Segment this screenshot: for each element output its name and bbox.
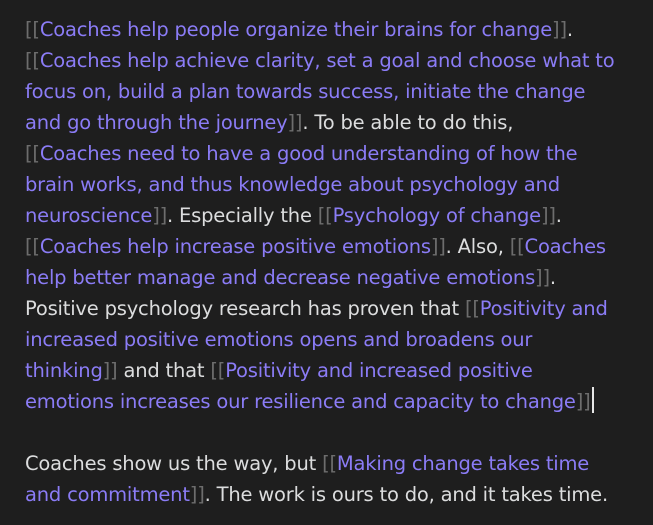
link-bracket: [[ [464, 297, 480, 320]
internal-link[interactable]: emotions increases our resilience and capacity to change [25, 390, 576, 413]
internal-link[interactable]: Coaches help increase positive emotions [39, 235, 431, 258]
link-bracket: [[ [317, 204, 333, 227]
editor-line[interactable] [25, 169, 643, 200]
note-editor[interactable] [25, 14, 643, 510]
body-text: . Especially the [167, 204, 318, 227]
link-bracket: [[ [25, 49, 40, 72]
blank-line[interactable] [25, 417, 643, 448]
body-text: . [555, 204, 562, 227]
internal-link[interactable]: Coaches help people organize their brains for change [39, 18, 553, 41]
editor-line[interactable] [25, 262, 643, 293]
link-bracket: ]] [152, 204, 168, 227]
editor-line[interactable] [25, 324, 643, 355]
internal-link[interactable]: brain works, and thus knowledge about psychology and [25, 173, 560, 196]
editor-line[interactable] [25, 45, 643, 76]
body-text: . Also, [445, 235, 510, 258]
editor-line[interactable] [25, 293, 643, 324]
editor-line[interactable] [25, 355, 643, 386]
link-bracket: [[ [25, 235, 40, 258]
editor-line[interactable] [25, 200, 643, 231]
link-bracket: ]] [287, 111, 303, 134]
link-bracket: [[ [322, 452, 337, 475]
internal-link[interactable]: neuroscience [25, 204, 153, 227]
internal-link[interactable]: focus on, build a plan towards success, initiate the change [25, 80, 586, 103]
editor-line[interactable] [25, 138, 643, 169]
link-bracket: [[ [25, 142, 40, 165]
link-bracket: ]] [540, 204, 556, 227]
internal-link[interactable]: Psychology of change [332, 204, 541, 227]
link-bracket: ]] [189, 483, 205, 506]
editor-line[interactable] [25, 107, 643, 138]
body-text: . [566, 18, 573, 41]
editor-line[interactable] [25, 479, 643, 510]
internal-link[interactable]: thinking [25, 359, 103, 382]
internal-link[interactable]: Coaches help achieve clarity, set a goal and choose what to [39, 49, 615, 72]
internal-link[interactable]: Positivity and increased positive [225, 359, 533, 382]
editor-line[interactable] [25, 76, 643, 107]
text-cursor [592, 387, 594, 413]
link-bracket: ]] [575, 390, 591, 413]
body-text: . To be able to do this, [302, 111, 514, 134]
body-text: and that [117, 359, 211, 382]
internal-link[interactable]: increased positive emotions opens and broadens our [25, 328, 533, 351]
editor-line[interactable] [25, 14, 643, 45]
link-bracket: [[ [25, 18, 40, 41]
internal-link[interactable]: Coaches need to have a good understanding of how the [39, 142, 578, 165]
editor-line[interactable] [25, 231, 643, 262]
editor-line[interactable] [25, 448, 643, 479]
internal-link[interactable]: and go through the journey [25, 111, 288, 134]
internal-link[interactable]: Positivity and [479, 297, 608, 320]
editor-line[interactable] [25, 386, 643, 417]
internal-link[interactable]: help better manage and decrease negative emotions [25, 266, 536, 289]
body-text: . The work is ours to do, and it takes time. [204, 483, 608, 506]
link-bracket: ]] [430, 235, 446, 258]
link-bracket: [[ [509, 235, 525, 258]
body-text: Positive psychology research has proven that [25, 297, 465, 320]
link-bracket: ]] [102, 359, 118, 382]
link-bracket: [[ [210, 359, 226, 382]
internal-link[interactable]: Coaches [524, 235, 606, 258]
link-bracket: ]] [535, 266, 550, 289]
link-bracket: ]] [552, 18, 567, 41]
internal-link[interactable]: Making change takes time [336, 452, 590, 475]
body-text: . [549, 266, 556, 289]
internal-link[interactable]: and commitment [25, 483, 190, 506]
body-text: Coaches show us the way, but [25, 452, 323, 475]
